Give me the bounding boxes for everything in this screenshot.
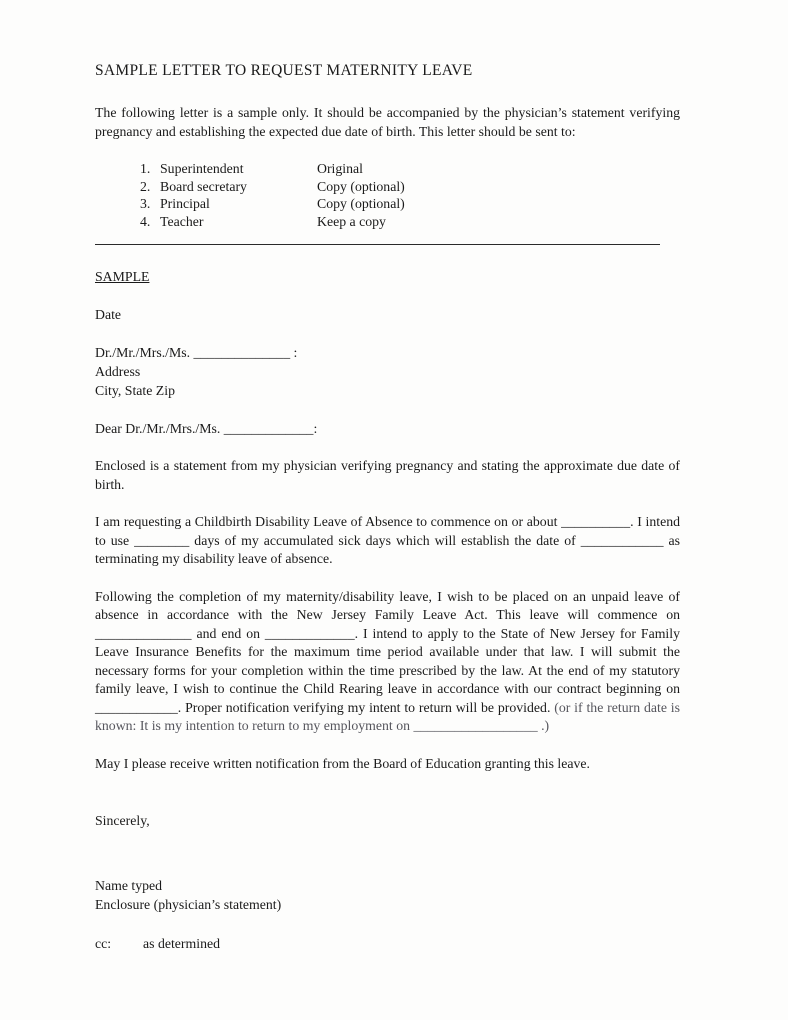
recipient-name-line: Dr./Mr./Mrs./Ms. ______________ : (95, 345, 298, 360)
recipient-name: Superintendent (160, 161, 244, 176)
recipient-name: Board secretary (160, 178, 247, 194)
cc-value: as determined (143, 936, 221, 951)
list-item (140, 160, 680, 178)
recipient-name: Teacher (160, 213, 204, 229)
page-title: SAMPLE LETTER TO REQUEST MATERNITY LEAVE (95, 62, 473, 79)
recipient-copy-type: Original (317, 161, 363, 176)
list-item (140, 213, 680, 231)
recipient-address-block (95, 343, 680, 400)
list-item-number: 2. (140, 178, 151, 194)
paragraph-request: I am requesting a Childbirth Disability Leave of Absence to commence on or about __________. I intend to use ________ days of my accumulated sick days which will establish the date of ____________ as terminating my disability leave of absence. (95, 514, 680, 566)
cc-label: cc: (95, 936, 112, 951)
list-item-number: 1. (140, 161, 151, 176)
sample-heading: SAMPLE (95, 269, 150, 284)
recipient-copy-type: Copy (optional) (317, 196, 405, 211)
closing-line: Sincerely, (95, 813, 150, 828)
recipient-copy-type: Keep a copy (317, 213, 386, 229)
cc-line (95, 936, 680, 952)
paragraph-family-leave-main: Following the completion of my maternity/disability leave, I wish to be placed on an unpaid leave of absence in accordance with the New Jersey Family Leave Act. This leave will commence on ______________ and end on _____________. I intend to apply to the State of New Jersey for Family Leave Insurance Benefits for the maximum time period available under that law. I will submit the necessary forms for your completion within the time prescribed by the law. At the end of my statutory family leave, I wish to continue the Child Rearing leave in accordance with our contract beginning on ____________. Proper notification verifying my intent to return will be provided. (95, 588, 680, 715)
salutation-line: Dear Dr./Mr./Mrs./Ms. _____________: (95, 421, 318, 436)
city-state-zip-placeholder: City, State Zip (95, 383, 175, 398)
paragraph-notification: May I please receive written notification from the Board of Education granting this leave. (95, 755, 590, 771)
list-item (140, 195, 680, 213)
signature-block (95, 876, 680, 914)
letter-content (95, 62, 680, 952)
recipient-name: Principal (160, 196, 210, 211)
enclosure-line: Enclosure (physician’s statement) (95, 897, 282, 912)
list-item-number: 3. (140, 196, 151, 211)
recipient-list (140, 160, 680, 230)
date-placeholder: Date (95, 307, 122, 322)
paragraph-enclosed: Enclosed is a statement from my physician verifying pregnancy and stating the approximate due date of birth. (95, 458, 680, 492)
list-item-number: 4. (140, 213, 151, 229)
address-placeholder: Address (95, 364, 141, 379)
list-item (140, 178, 680, 196)
section-divider (95, 244, 660, 245)
recipient-copy-type: Copy (optional) (317, 178, 405, 194)
name-typed-line: Name typed (95, 878, 163, 893)
paragraph-family-leave-note: (or if the return date is known: It is my intention to return to my employment on __________________ .) (95, 699, 680, 733)
paragraph-family-leave (95, 588, 680, 736)
intro-paragraph: The following letter is a sample only. It should be accompanied by the physician’s statement verifying pregnancy and establishing the expected due date of birth. This letter should be sent to: (95, 105, 680, 139)
